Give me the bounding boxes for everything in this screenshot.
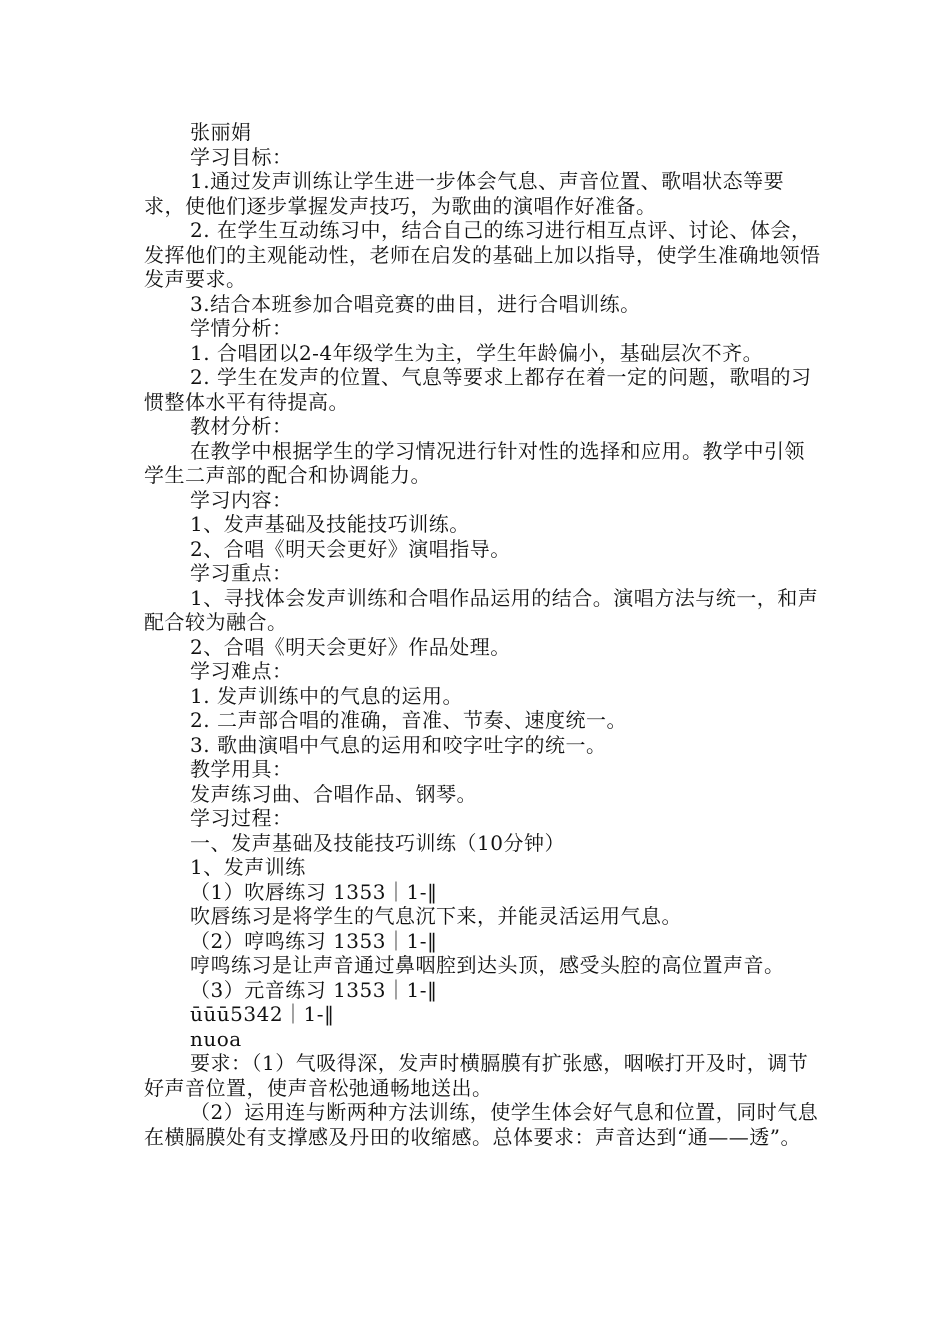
section-heading-learning-goals: 学习目标：	[190, 144, 293, 169]
section-heading-teaching-tools: 教学用具：	[190, 757, 293, 781]
paragraph: （2）哼鸣练习 1353｜1-‖	[190, 928, 438, 953]
paragraph: 发声练习曲、合唱作品、钢琴。	[190, 781, 477, 806]
paragraph: 1、寻找体会发声训练和合唱作品运用的结合。演唱方法与统一，和声配合较为融合。	[144, 585, 819, 634]
paragraph: 1、发声训练	[190, 855, 306, 879]
paragraph: 2. 二声部合唱的准确，音准、节奏、速度统一。	[190, 708, 627, 732]
paragraph: 2、合唱《明天会更好》作品处理。	[190, 634, 511, 659]
paragraph: 2. 学生在发声的位置、气息等要求上都存在着一定的问题，歌唱的习惯整体水平有待提高。	[144, 365, 812, 414]
paragraph: 1. 合唱团以2-4年级学生为主，学生年龄偏小，基础层次不齐。	[190, 340, 764, 365]
paragraph: 要求：（1）气吸得深，发声时横膈膜有扩张感，咽喉打开及时，调节好声音位置，使声音松弛通畅地送出。	[144, 1051, 809, 1100]
paragraph: 1. 发声训练中的气息的运用。	[190, 683, 463, 708]
paragraph: （2）运用连与断两种方法训练，使学生体会好气息和位置，同时气息在横膈膜处有支撑感及丹田的收缩感。总体要求：声音达到“通——透”。	[144, 1100, 819, 1149]
document-body	[144, 120, 824, 1149]
author-name: 张丽娟	[190, 120, 252, 144]
paragraph: 一、发声基础及技能技巧训练（10分钟）	[190, 830, 565, 855]
section-heading-learning-process: 学习过程：	[190, 806, 293, 830]
section-heading-key-points: 学习重点：	[190, 561, 293, 585]
paragraph: 吹唇练习是将学生的气息沉下来，并能灵活运用气息。	[190, 904, 682, 928]
section-heading-material-analysis: 教材分析：	[190, 414, 293, 438]
section-heading-learning-content: 学习内容：	[190, 487, 293, 512]
paragraph: nuoa	[190, 1026, 242, 1051]
paragraph: 在教学中根据学生的学习情况进行针对性的选择和应用。教学中引领学生二声部的配合和协调能力。	[144, 438, 805, 487]
paragraph: 2. 在学生互动练习中，结合自己的练习进行相互点评、讨论、体会，发挥他们的主观能动性，老师在启发的基础上加以指导，使学生准确地领悟发声要求。	[144, 218, 821, 291]
paragraph: （1）吹唇练习 1353｜1-‖	[190, 879, 438, 904]
paragraph: 1.通过发声训练让学生进一步体会气息、声音位置、歌唱状态等要求，使他们逐步掌握发声技巧，为歌曲的演唱作好准备。	[144, 169, 785, 218]
paragraph: 3. 歌曲演唱中气息的运用和咬字吐字的统一。	[190, 732, 607, 757]
paragraph: 2、合唱《明天会更好》演唱指导。	[190, 536, 511, 561]
paragraph: 3.结合本班参加合唱竞赛的曲目，进行合唱训练。	[190, 291, 641, 316]
paragraph: （3）元音练习 1353｜1-‖	[190, 977, 438, 1002]
paragraph: ūūū5342｜1-‖	[190, 1002, 335, 1026]
paragraph: 哼鸣练习是让声音通过鼻咽腔到达头顶，感受头腔的高位置声音。	[190, 953, 785, 977]
section-heading-difficulties: 学习难点：	[190, 659, 293, 683]
section-heading-student-analysis: 学情分析：	[190, 316, 293, 340]
paragraph: 1、发声基础及技能技巧训练。	[190, 512, 470, 536]
